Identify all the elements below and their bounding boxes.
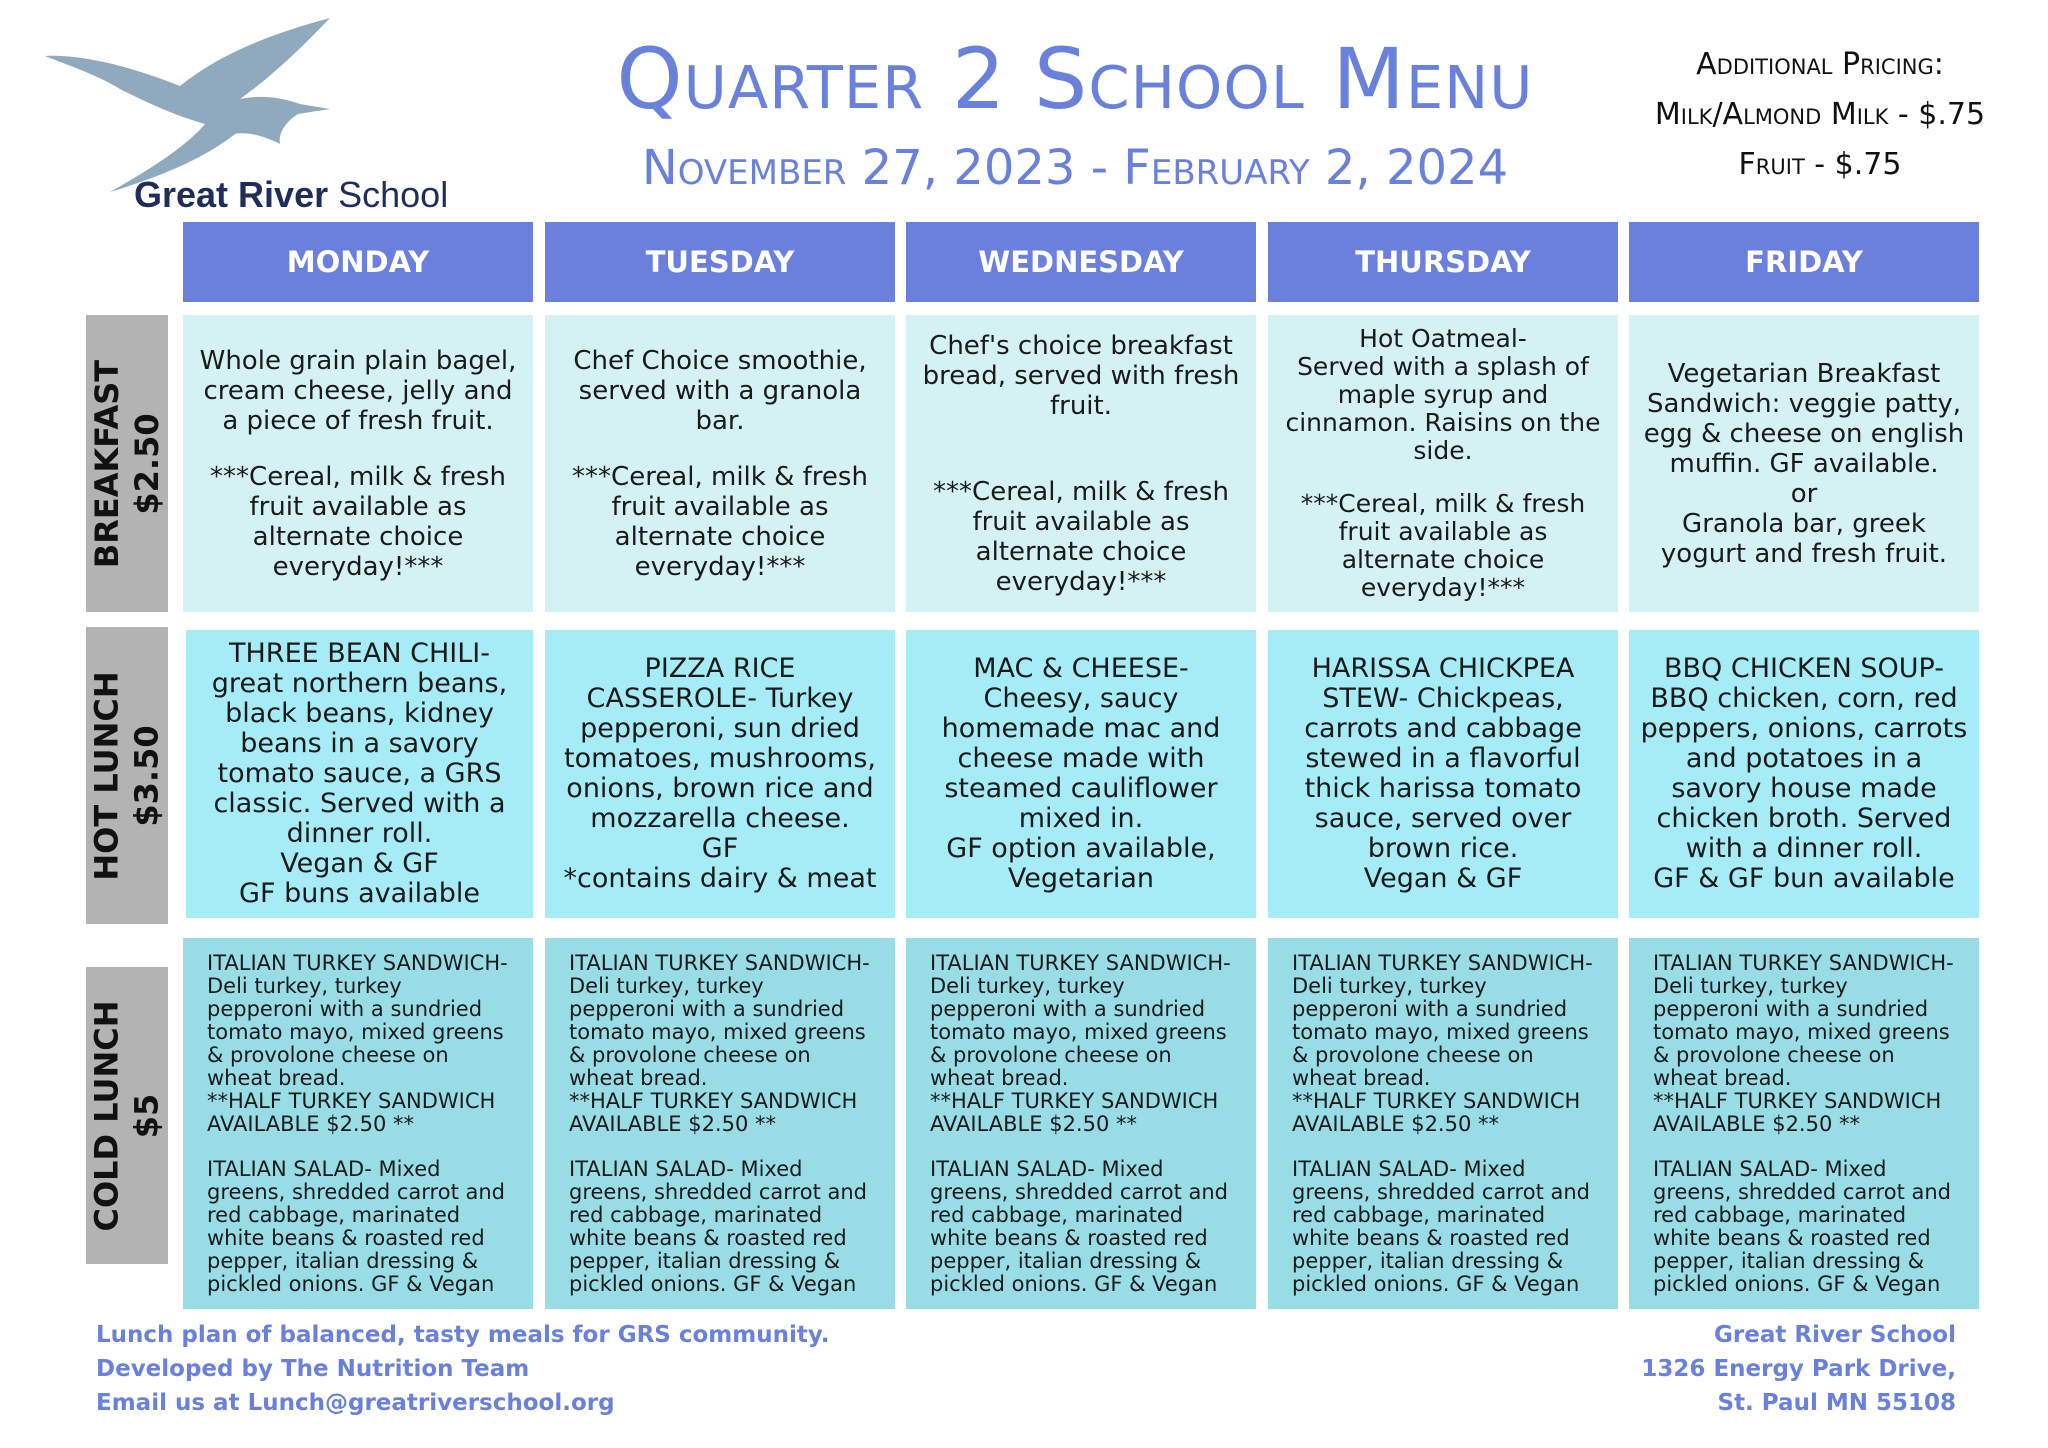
additional-pricing	[1620, 40, 2020, 190]
cold-lunch-thursday: ITALIAN TURKEY SANDWICH- Deli turkey, turkey pepperoni with a sundried tomato mayo, mixed greens & provolone cheese on wheat bread. **HALF TURKEY SANDWICH AVAILABLE $2.50 ** ITALIAN SALAD- Mixed greens, shredded carrot and red cabbage, marinated white beans & roasted red pepper, italian dressing & pickled onions. GF & Vegan	[1268, 938, 1618, 1309]
hot-lunch-friday: BBQ CHICKEN SOUP- BBQ chicken, corn, red peppers, onions, carrots and potatoes in a savory house made chicken broth. Served with a dinner roll. GF & GF bun available	[1629, 630, 1979, 918]
cold-lunch-friday: ITALIAN TURKEY SANDWICH- Deli turkey, turkey pepperoni with a sundried tomato mayo, mixed greens & provolone cheese on wheat bread. **HALF TURKEY SANDWICH AVAILABLE $2.50 ** ITALIAN SALAD- Mixed greens, shredded carrot and red cabbage, marinated white beans & roasted red pepper, italian dressing & pickled onions. GF & Vegan	[1629, 938, 1979, 1309]
day-header-wednesday: WEDNESDAY	[906, 222, 1256, 302]
cold-lunch-wednesday: ITALIAN TURKEY SANDWICH- Deli turkey, turkey pepperoni with a sundried tomato mayo, mixed greens & provolone cheese on wheat bread. **HALF TURKEY SANDWICH AVAILABLE $2.50 ** ITALIAN SALAD- Mixed greens, shredded carrot and red cabbage, marinated white beans & roasted red pepper, italian dressing & pickled onions. GF & Vegan	[906, 938, 1256, 1309]
day-header-monday: MONDAY	[183, 222, 533, 302]
hot-lunch-monday: THREE BEAN CHILI- great northern beans, black beans, kidney beans in a savory tomato sauce, a GRS classic. Served with a dinner roll. Vegan & GF GF buns available	[186, 630, 533, 918]
hot-lunch-wednesday: MAC & CHEESE- Cheesy, saucy homemade mac and cheese made with steamed cauliflower mixed in. GF option available, Vegetarian	[906, 630, 1256, 918]
address-city: St. Paul MN 55108	[1717, 1390, 1956, 1416]
page-title: Quarter 2 School Menu	[616, 30, 1534, 128]
day-header-thursday: THURSDAY	[1268, 222, 1618, 302]
footer-address	[1641, 1318, 1956, 1420]
breakfast-friday: Vegetarian Breakfast Sandwich: veggie patty, egg & cheese on english muffin. GF available. or Granola bar, greek yogurt and fresh fruit.	[1629, 315, 1979, 612]
breakfast-thursday: Hot Oatmeal- Served with a splash of maple syrup and cinnamon. Raisins on the side. ***Cereal, milk & fresh fruit available as alternate choice everyday!***	[1268, 315, 1618, 612]
day-header-tuesday: TUESDAY	[545, 222, 895, 302]
breakfast-monday: Whole grain plain bagel, cream cheese, jelly and a piece of fresh fruit. ***Cereal, milk & fresh fruit available as alternate choice everyday!***	[183, 315, 533, 612]
hot-lunch-thursday: HARISSA CHICKPEA STEW- Chickpeas, carrots and cabbage stewed in a flavorful thick harissa tomato sauce, served over brown rice. Vegan & GF	[1268, 630, 1618, 918]
address-street: 1326 Energy Park Drive,	[1641, 1356, 1956, 1382]
row-label-breakfast: BREAKFAST $2.50	[86, 315, 168, 612]
pricing-heading: Additional Pricing:	[1696, 47, 1944, 82]
address-name: Great River School	[1714, 1322, 1956, 1348]
footer-email: Email us at Lunch@greatriverschool.org	[96, 1390, 615, 1416]
cold-lunch-monday: ITALIAN TURKEY SANDWICH- Deli turkey, turkey pepperoni with a sundried tomato mayo, mixed greens & provolone cheese on wheat bread. **HALF TURKEY SANDWICH AVAILABLE $2.50 ** ITALIAN SALAD- Mixed greens, shredded carrot and red cabbage, marinated white beans & roasted red pepper, italian dressing & pickled onions. GF & Vegan	[183, 938, 533, 1309]
row-label-cold-lunch: COLD LUNCH $5	[86, 967, 168, 1264]
pricing-milk: Milk/Almond Milk - $.75	[1654, 97, 1986, 132]
footer-team: Developed by The Nutrition Team	[96, 1356, 530, 1382]
school-logo	[40, 14, 460, 214]
breakfast-wednesday: Chef's choice breakfast bread, served with fresh fruit. ***Cereal, milk & fresh fruit available as alternate choice everyday!***	[906, 315, 1256, 612]
breakfast-tuesday: Chef Choice smoothie, served with a granola bar. ***Cereal, milk & fresh fruit available as alternate choice everyday!***	[545, 315, 895, 612]
cold-lunch-tuesday: ITALIAN TURKEY SANDWICH- Deli turkey, turkey pepperoni with a sundried tomato mayo, mixed greens & provolone cheese on wheat bread. **HALF TURKEY SANDWICH AVAILABLE $2.50 ** ITALIAN SALAD- Mixed greens, shredded carrot and red cabbage, marinated white beans & roasted red pepper, italian dressing & pickled onions. GF & Vegan	[545, 938, 895, 1309]
date-range: November 27, 2023 - February 2, 2024	[641, 140, 1509, 196]
pricing-fruit: Fruit - $.75	[1738, 147, 1902, 182]
row-label-hot-lunch: HOT LUNCH $3.50	[86, 627, 168, 924]
day-header-friday: FRIDAY	[1629, 222, 1979, 302]
hot-lunch-tuesday: PIZZA RICE CASSEROLE- Turkey pepperoni, sun dried tomatoes, mushrooms, onions, brown rice and mozzarella cheese. GF *contains dairy & meat	[545, 630, 895, 918]
school-name-logo: Great River School	[134, 174, 449, 215]
footer-tagline: Lunch plan of balanced, tasty meals for GRS community.	[96, 1322, 830, 1348]
footer-info	[96, 1318, 829, 1420]
